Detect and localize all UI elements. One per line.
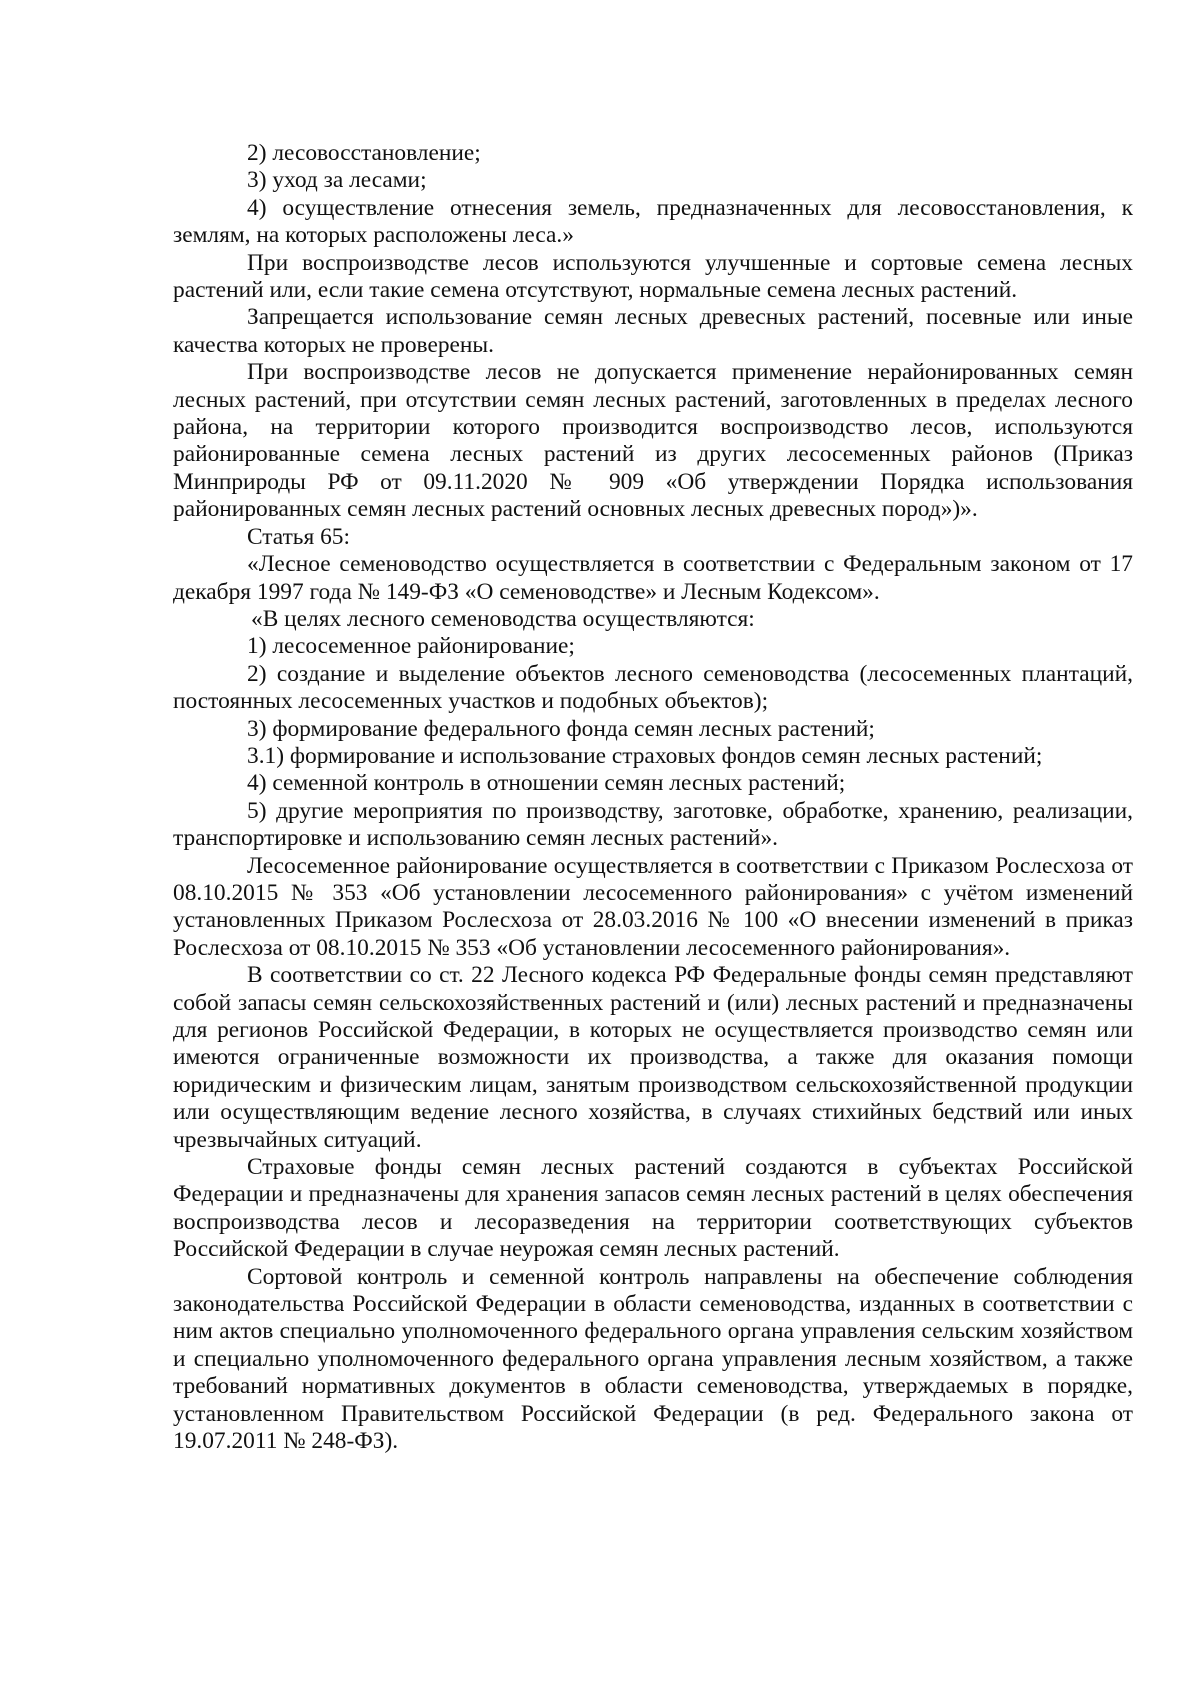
paragraph: Сортовой контроль и семенной контроль направлены на обеспечение соблюдения законодательства Российской Федерации в области семеноводства, изданных в соответствии с ним актов специально уполномоченного федерального органа управления сельским хозяйством и специально уполномоченного федерального органа управления лесным хозяйством, а также требований нормативных документов в области семеноводства, утверждаемых в порядке, установленном Правительством Российской Федерации (в ред. Федерального закона от 19.07.2011 № 248-ФЗ). <box>173 1263 1133 1455</box>
paragraph: При воспроизводстве лесов используются улучшенные и сортовые семена лесных растений или, если такие семена отсутствуют, нормальные семена лесных растений. <box>173 249 1133 304</box>
paragraph: В соответствии со ст. 22 Лесного кодекса РФ Федеральные фонды семян представляют собой запасы семян сельскохозяйственных растений и (или) лесных растений и предназначены для регионов Российской Федерации, в которых не осуществляется производство семян или имеются ограниченные возможности их производства, а также для оказания помощи юридическим и физическим лицам, занятым производством сельскохозяйственной продукции или осуществляющим ведение лесного хозяйства, в случаях стихийных бедствий или иных чрезвычайных ситуаций. <box>173 962 1133 1153</box>
paragraph: Лесосеменное районирование осуществляется в соответствии с Приказом Рослесхоза от 08.10.2015 № 353 «Об установлении лесосеменного районирования» с учётом изменений установленных Приказом Рослесхоза от 28.03.2016 № 100 «О внесении изменений в приказ Рослесхоза от 08.10.2015 № 353 «Об установлении лесосеменного районирования». <box>173 852 1133 961</box>
list-item: 1) лесосеменное районирование; <box>247 633 575 660</box>
paragraph: 4) осуществление отнесения земель, предназначенных для лесовосстановления, к землям, на которых расположены леса.» <box>173 194 1133 249</box>
article-heading: Статья 65: <box>247 523 350 550</box>
paragraph: 3) уход за лесами; <box>247 167 427 194</box>
list-item: 5) другие мероприятия по производству, заготовке, обработке, хранению, реализации, транспортировке и использованию семян лесных растений». <box>173 797 1133 852</box>
list-item: 2) создание и выделение объектов лесного семеноводства (лесосеменных плантаций, постоянных лесосеменных участков и подобных объектов); <box>173 660 1133 715</box>
paragraph: При воспроизводстве лесов не допускается применение нерайонированных семян лесных растений, при отсутствии семян лесных растений, заготовленных в пределах лесного района, на территории которого производится воспроизводство лесов, используются районированные семена лесных растений из других лесосеменных районов (Приказ Минприроды РФ от 09.11.2020 № 909 «Об утверждении Порядка использования районированных семян лесных растений основных лесных древесных пород»)». <box>173 359 1133 523</box>
paragraph: Страховые фонды семян лесных растений создаются в субъектах Российской Федерации и предназначены для хранения запасов семян лесных растений в целях обеспечения воспроизводства лесов и лесоразведения на территории соответствующих субъектов Российской Федерации в случае неурожая семян лесных растений. <box>173 1154 1133 1263</box>
paragraph: 2) лесовосстановление; <box>247 140 481 166</box>
paragraph: «В целях лесного семеноводства осуществляются: <box>251 605 755 632</box>
paragraph: Запрещается использование семян лесных древесных растений, посевные или иные качества которых не проверены. <box>173 304 1133 358</box>
list-item: 4) семенной контроль в отношении семян лесных растений; <box>247 770 846 797</box>
paragraph: «Лесное семеноводство осуществляется в соответствии с Федеральным законом от 17 декабря 1997 года № 149-ФЗ «О семеноводстве» и Лесным Кодексом». <box>173 551 1133 605</box>
list-item: 3.1) формирование и использование страховых фондов семян лесных растений; <box>247 742 1043 769</box>
document-body <box>173 140 1133 1456</box>
list-item: 3) формирование федерального фонда семян лесных растений; <box>247 715 875 742</box>
